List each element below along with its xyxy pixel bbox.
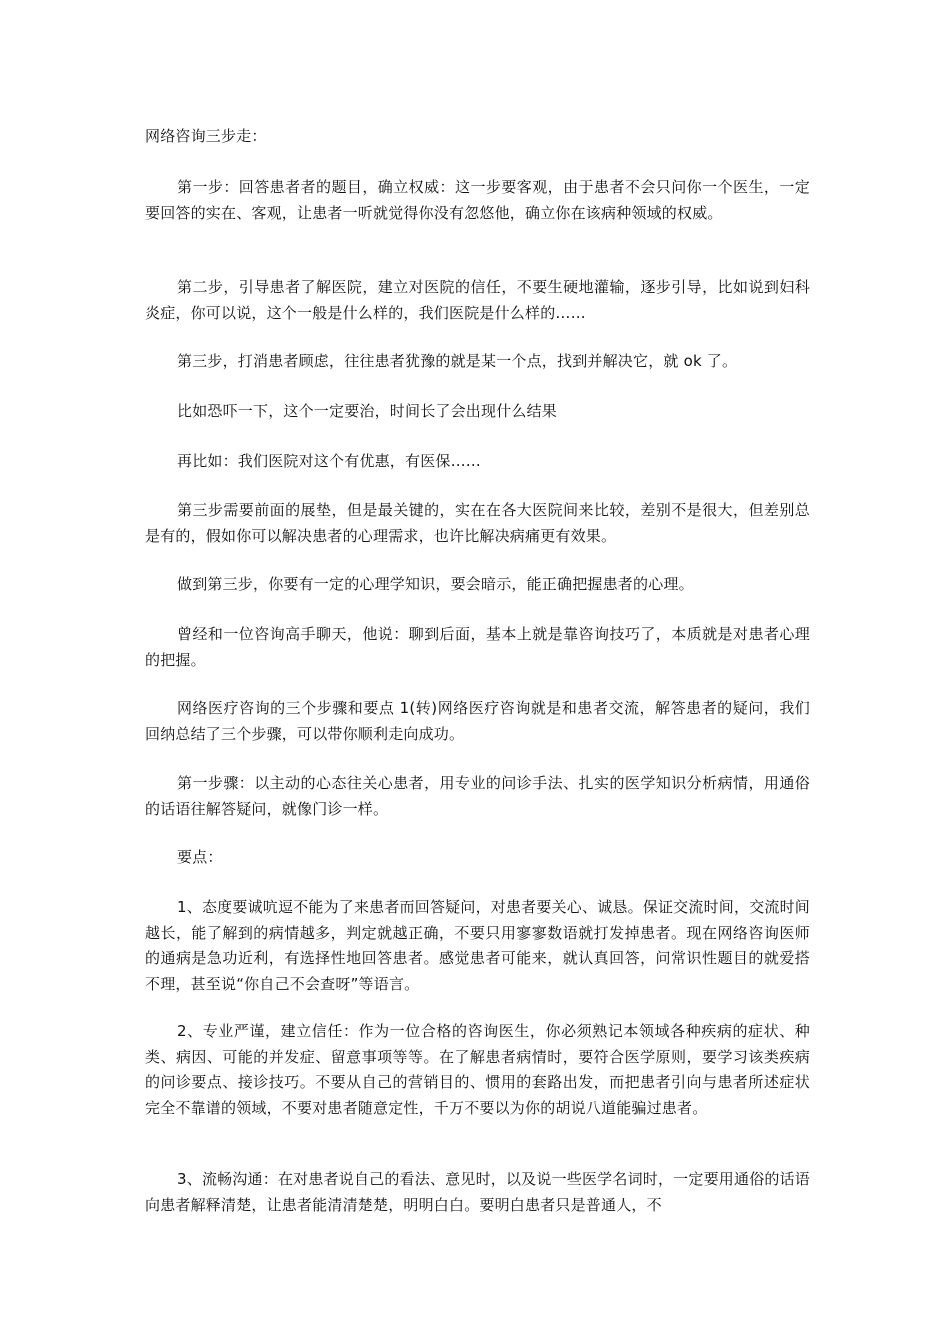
heading-key-points: 要点： <box>177 848 223 866</box>
paragraph-step-three-note: 第三步需要前面的展垫，但是最关键的，实在在各大医院间来比较，差别不是很大，但差别总是有的，假如你可以解决患者的心理需求，也许比解决病痛更有效果。 <box>145 501 810 545</box>
paragraph-example-one: 比如恐吓一下，这个一定要治，时间长了会出现什么结果 <box>177 402 558 420</box>
paragraph-step-one: 第一步：回答患者者的题目，确立权威：这一步要客观，由于患者不会只问你一个医生，一定要回答的实在、客观，让患者一听就觉得你没有忽悠他，确立你在该病种领域的权威。 <box>145 178 810 222</box>
paragraph-psychology: 做到第三步，你要有一定的心理学知识，要会暗示，能正确把握患者的心理。 <box>177 575 694 593</box>
paragraph-step-two: 第二步，引导患者了解医院，建立对医院的信任，不要生硬地灌输，逐步引导，比如说到妇科炎症，你可以说，这个一般是什么样的，我们医院是什么样的…… <box>145 278 810 322</box>
paragraph-point-one: 1、态度要诚吭逗不能为了来患者而回答疑问，对患者要关心、诚恳。保证交流时间，交流时间越长，能了解到的病情越多，判定就越正确，不要只用寥寥数语就打发掉患者。现在网络咨询医师的通病是急功近利，有选择性地回答患者。感觉患者可能来，就认真回答，问常识性题目的就爱搭不理，甚至说“你自己不会查呀”等语言。 <box>145 898 810 993</box>
paragraph-example-two: 再比如：我们医院对这个有优惠，有医保…… <box>177 452 482 470</box>
paragraph-point-three: 3、流畅沟通：在对患者说自己的看法、意见时，以及说一些医学名词时，一定要用通俗的话语向患者解释清楚，让患者能清清楚楚，明明白白。要明白患者只是普通人，不 <box>145 1170 810 1214</box>
document-title: 网络咨询三步走： <box>145 127 267 145</box>
paragraph-point-two: 2、专业严谨，建立信任：作为一位合格的咨询医生，你必须熟记本领域各种疾病的症状、种类、病因、可能的并发症、留意事项等等。在了解患者病情时，要符合医学原则，要学习该类疾病的问诊要点、接诊技巧。不要从自己的营销目的、惯用的套路出发，而把患者引向与患者所述症状完全不靠谱的领域，不要对患者随意定性，千万不要以为你的胡说八道能骗过患者。 <box>145 1022 810 1117</box>
paragraph-three-steps-intro: 网络医疗咨询的三个步骤和要点 1(转)网络医疗咨询就是和患者交流，解答患者的疑问，我们回纳总结了三个步骤，可以带你顺利走向成功。 <box>145 699 810 743</box>
paragraph-step-three: 第三步，打消患者顾虑，往往患者犹豫的就是某一个点，找到并解决它，就 ok 了。 <box>177 352 738 370</box>
paragraph-expert-chat: 曾经和一位咨询高手聊天，他说：聊到后面，基本上就是靠咨询技巧了，本质就是对患者心理的把握。 <box>145 625 810 669</box>
paragraph-first-step: 第一步骤：以主动的心态往关心患者，用专业的问诊手法、扎实的医学知识分析病情，用通俗的话语往解答疑问，就像门诊一样。 <box>145 774 810 818</box>
